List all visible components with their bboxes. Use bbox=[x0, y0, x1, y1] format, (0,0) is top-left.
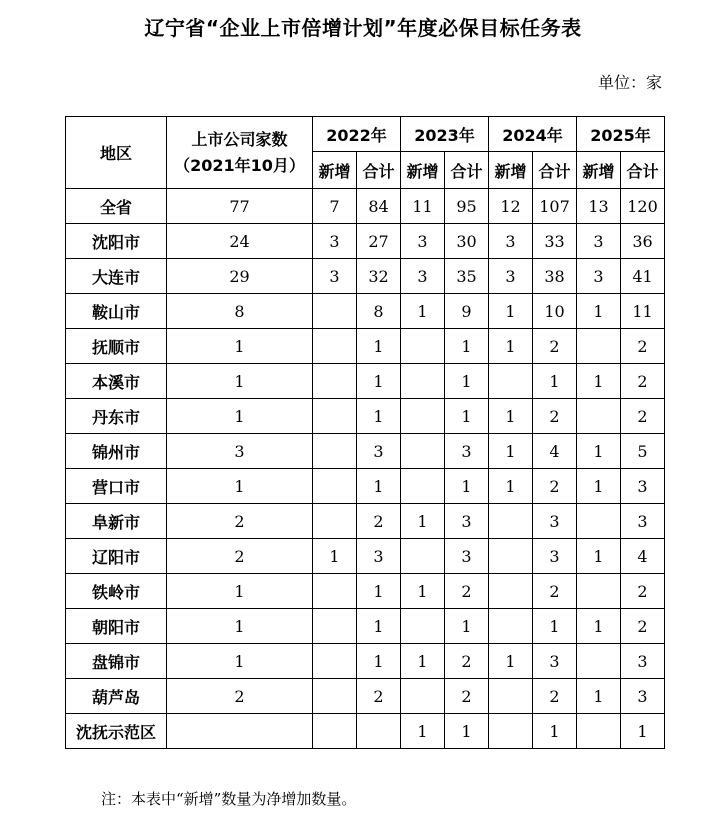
table-row bbox=[66, 504, 665, 539]
total-cell: 3 bbox=[533, 644, 577, 679]
new-cell: 1 bbox=[577, 364, 621, 399]
new-cell: 13 bbox=[577, 189, 621, 224]
region-cell: 鞍山市 bbox=[66, 294, 167, 329]
listed-count-cell: 24 bbox=[167, 224, 313, 259]
total-cell: 2 bbox=[533, 329, 577, 364]
page-title: 辽宁省“企业上市倍增计划”年度必保目标任务表 bbox=[144, 16, 582, 40]
table-row bbox=[66, 259, 665, 294]
total-cell: 3 bbox=[621, 679, 665, 714]
region-cell: 锦州市 bbox=[66, 434, 167, 469]
new-cell: 3 bbox=[489, 224, 533, 259]
total-cell bbox=[357, 714, 401, 749]
new-cell bbox=[313, 399, 357, 434]
region-cell: 朝阳市 bbox=[66, 609, 167, 644]
new-cell: 1 bbox=[313, 539, 357, 574]
new-cell bbox=[577, 574, 621, 609]
header-listed-line1: 上市公司家数 bbox=[191, 129, 288, 149]
listed-count-cell: 1 bbox=[167, 609, 313, 644]
total-cell: 3 bbox=[357, 539, 401, 574]
total-cell: 1 bbox=[357, 574, 401, 609]
total-cell: 3 bbox=[621, 644, 665, 679]
region-cell: 葫芦岛 bbox=[66, 679, 167, 714]
total-cell: 2 bbox=[533, 469, 577, 504]
total-cell: 1 bbox=[445, 609, 489, 644]
total-cell: 1 bbox=[445, 399, 489, 434]
new-cell: 3 bbox=[489, 259, 533, 294]
header-listed-count bbox=[167, 117, 313, 189]
total-cell: 41 bbox=[621, 259, 665, 294]
total-cell: 4 bbox=[621, 539, 665, 574]
new-cell bbox=[313, 434, 357, 469]
new-cell bbox=[313, 469, 357, 504]
new-cell: 3 bbox=[577, 224, 621, 259]
new-cell bbox=[489, 504, 533, 539]
region-cell: 全省 bbox=[66, 189, 167, 224]
new-cell bbox=[577, 504, 621, 539]
table-row bbox=[66, 329, 665, 364]
new-cell: 3 bbox=[313, 224, 357, 259]
table-row bbox=[66, 364, 665, 399]
table-row bbox=[66, 224, 665, 259]
new-cell bbox=[313, 364, 357, 399]
new-cell bbox=[401, 399, 445, 434]
region-cell: 沈阳市 bbox=[66, 224, 167, 259]
new-cell: 1 bbox=[401, 644, 445, 679]
table-row bbox=[66, 294, 665, 329]
new-cell bbox=[313, 714, 357, 749]
total-cell: 1 bbox=[445, 364, 489, 399]
new-cell: 3 bbox=[577, 259, 621, 294]
total-cell: 2 bbox=[357, 504, 401, 539]
region-cell: 抚顺市 bbox=[66, 329, 167, 364]
total-cell: 36 bbox=[621, 224, 665, 259]
total-cell: 3 bbox=[621, 504, 665, 539]
header-new: 新增 bbox=[489, 152, 533, 189]
new-cell: 1 bbox=[489, 329, 533, 364]
new-cell: 1 bbox=[489, 399, 533, 434]
total-cell: 1 bbox=[357, 609, 401, 644]
listed-count-cell: 1 bbox=[167, 329, 313, 364]
table-row bbox=[66, 189, 665, 224]
region-cell: 铁岭市 bbox=[66, 574, 167, 609]
total-cell: 1 bbox=[445, 469, 489, 504]
total-cell: 38 bbox=[533, 259, 577, 294]
new-cell: 1 bbox=[401, 294, 445, 329]
new-cell bbox=[489, 539, 533, 574]
listed-count-cell: 1 bbox=[167, 469, 313, 504]
total-cell: 30 bbox=[445, 224, 489, 259]
table-row bbox=[66, 434, 665, 469]
region-cell: 本溪市 bbox=[66, 364, 167, 399]
total-cell: 1 bbox=[445, 329, 489, 364]
total-cell: 27 bbox=[357, 224, 401, 259]
total-cell: 35 bbox=[445, 259, 489, 294]
total-cell: 8 bbox=[357, 294, 401, 329]
header-new: 新增 bbox=[577, 152, 621, 189]
total-cell: 3 bbox=[621, 469, 665, 504]
listed-count-cell: 2 bbox=[167, 539, 313, 574]
total-cell: 2 bbox=[445, 644, 489, 679]
listed-count-cell: 1 bbox=[167, 399, 313, 434]
new-cell bbox=[401, 469, 445, 504]
total-cell: 11 bbox=[621, 294, 665, 329]
total-cell: 2 bbox=[357, 679, 401, 714]
new-cell bbox=[313, 504, 357, 539]
header-new: 新增 bbox=[313, 152, 357, 189]
region-cell: 大连市 bbox=[66, 259, 167, 294]
total-cell: 2 bbox=[621, 399, 665, 434]
region-cell: 沈抚示范区 bbox=[66, 714, 167, 749]
region-cell: 盘锦市 bbox=[66, 644, 167, 679]
header-total: 合计 bbox=[445, 152, 489, 189]
new-cell bbox=[401, 329, 445, 364]
new-cell bbox=[313, 679, 357, 714]
total-cell: 5 bbox=[621, 434, 665, 469]
new-cell bbox=[577, 329, 621, 364]
total-cell: 1 bbox=[533, 609, 577, 644]
table-row bbox=[66, 644, 665, 679]
new-cell bbox=[577, 399, 621, 434]
new-cell bbox=[401, 539, 445, 574]
total-cell: 1 bbox=[533, 714, 577, 749]
total-cell: 3 bbox=[533, 539, 577, 574]
total-cell: 120 bbox=[621, 189, 665, 224]
table-row bbox=[66, 399, 665, 434]
new-cell bbox=[401, 679, 445, 714]
total-cell: 3 bbox=[445, 434, 489, 469]
total-cell: 2 bbox=[621, 574, 665, 609]
total-cell: 107 bbox=[533, 189, 577, 224]
new-cell: 1 bbox=[577, 539, 621, 574]
new-cell bbox=[489, 679, 533, 714]
new-cell bbox=[313, 329, 357, 364]
listed-count-cell: 3 bbox=[167, 434, 313, 469]
total-cell: 33 bbox=[533, 224, 577, 259]
header-year-2025: 2025年 bbox=[577, 117, 665, 152]
new-cell bbox=[489, 714, 533, 749]
total-cell: 3 bbox=[533, 504, 577, 539]
header-total: 合计 bbox=[621, 152, 665, 189]
total-cell: 1 bbox=[357, 399, 401, 434]
total-cell: 1 bbox=[357, 469, 401, 504]
listed-count-cell: 2 bbox=[167, 679, 313, 714]
region-cell: 营口市 bbox=[66, 469, 167, 504]
new-cell: 1 bbox=[401, 504, 445, 539]
total-cell: 2 bbox=[533, 399, 577, 434]
listed-count-cell: 2 bbox=[167, 504, 313, 539]
footnote: 注：本表中“新增”数量为净增加数量。 bbox=[101, 790, 357, 808]
new-cell bbox=[313, 644, 357, 679]
new-cell: 1 bbox=[489, 434, 533, 469]
total-cell: 2 bbox=[445, 574, 489, 609]
target-table bbox=[65, 116, 665, 749]
new-cell: 1 bbox=[489, 294, 533, 329]
new-cell bbox=[313, 609, 357, 644]
new-cell bbox=[313, 574, 357, 609]
header-listed-line2: （2021年10月） bbox=[174, 155, 305, 175]
total-cell: 2 bbox=[621, 364, 665, 399]
region-cell: 阜新市 bbox=[66, 504, 167, 539]
new-cell: 1 bbox=[577, 294, 621, 329]
new-cell: 3 bbox=[401, 259, 445, 294]
total-cell: 2 bbox=[621, 329, 665, 364]
new-cell bbox=[577, 714, 621, 749]
new-cell bbox=[577, 644, 621, 679]
total-cell: 1 bbox=[357, 364, 401, 399]
header-total: 合计 bbox=[357, 152, 401, 189]
listed-count-cell: 1 bbox=[167, 364, 313, 399]
new-cell bbox=[489, 574, 533, 609]
total-cell: 1 bbox=[533, 364, 577, 399]
new-cell: 1 bbox=[577, 609, 621, 644]
total-cell: 2 bbox=[621, 609, 665, 644]
new-cell: 1 bbox=[577, 469, 621, 504]
header-new: 新增 bbox=[401, 152, 445, 189]
total-cell: 10 bbox=[533, 294, 577, 329]
table-row bbox=[66, 714, 665, 749]
new-cell bbox=[489, 609, 533, 644]
total-cell: 95 bbox=[445, 189, 489, 224]
header-year-2023: 2023年 bbox=[401, 117, 489, 152]
total-cell: 3 bbox=[445, 504, 489, 539]
table-row bbox=[66, 469, 665, 504]
new-cell: 1 bbox=[577, 679, 621, 714]
total-cell: 2 bbox=[533, 679, 577, 714]
total-cell: 84 bbox=[357, 189, 401, 224]
total-cell: 3 bbox=[357, 434, 401, 469]
table-body bbox=[66, 189, 665, 749]
new-cell bbox=[401, 609, 445, 644]
table-row bbox=[66, 609, 665, 644]
total-cell: 4 bbox=[533, 434, 577, 469]
new-cell: 12 bbox=[489, 189, 533, 224]
listed-count-cell: 1 bbox=[167, 574, 313, 609]
total-cell: 2 bbox=[533, 574, 577, 609]
listed-count-cell: 29 bbox=[167, 259, 313, 294]
new-cell bbox=[401, 434, 445, 469]
total-cell: 1 bbox=[357, 329, 401, 364]
total-cell: 1 bbox=[621, 714, 665, 749]
listed-count-cell: 77 bbox=[167, 189, 313, 224]
new-cell: 1 bbox=[489, 644, 533, 679]
listed-count-cell bbox=[167, 714, 313, 749]
unit-label: 单位：家 bbox=[597, 73, 662, 92]
region-cell: 丹东市 bbox=[66, 399, 167, 434]
new-cell: 1 bbox=[577, 434, 621, 469]
total-cell: 1 bbox=[357, 644, 401, 679]
header-region: 地区 bbox=[66, 117, 167, 189]
listed-count-cell: 1 bbox=[167, 644, 313, 679]
new-cell: 7 bbox=[313, 189, 357, 224]
listed-count-cell: 8 bbox=[167, 294, 313, 329]
new-cell: 3 bbox=[313, 259, 357, 294]
new-cell: 1 bbox=[401, 714, 445, 749]
total-cell: 2 bbox=[445, 679, 489, 714]
header-year-2024: 2024年 bbox=[489, 117, 577, 152]
new-cell: 1 bbox=[489, 469, 533, 504]
total-cell: 1 bbox=[445, 714, 489, 749]
region-cell: 辽阳市 bbox=[66, 539, 167, 574]
new-cell: 1 bbox=[401, 574, 445, 609]
total-cell: 3 bbox=[445, 539, 489, 574]
new-cell bbox=[401, 364, 445, 399]
total-cell: 32 bbox=[357, 259, 401, 294]
header-year-2022: 2022年 bbox=[313, 117, 401, 152]
total-cell: 9 bbox=[445, 294, 489, 329]
new-cell bbox=[489, 364, 533, 399]
new-cell bbox=[313, 294, 357, 329]
new-cell: 11 bbox=[401, 189, 445, 224]
new-cell: 3 bbox=[401, 224, 445, 259]
table-row bbox=[66, 679, 665, 714]
table-row bbox=[66, 574, 665, 609]
table-row bbox=[66, 539, 665, 574]
header-total: 合计 bbox=[533, 152, 577, 189]
